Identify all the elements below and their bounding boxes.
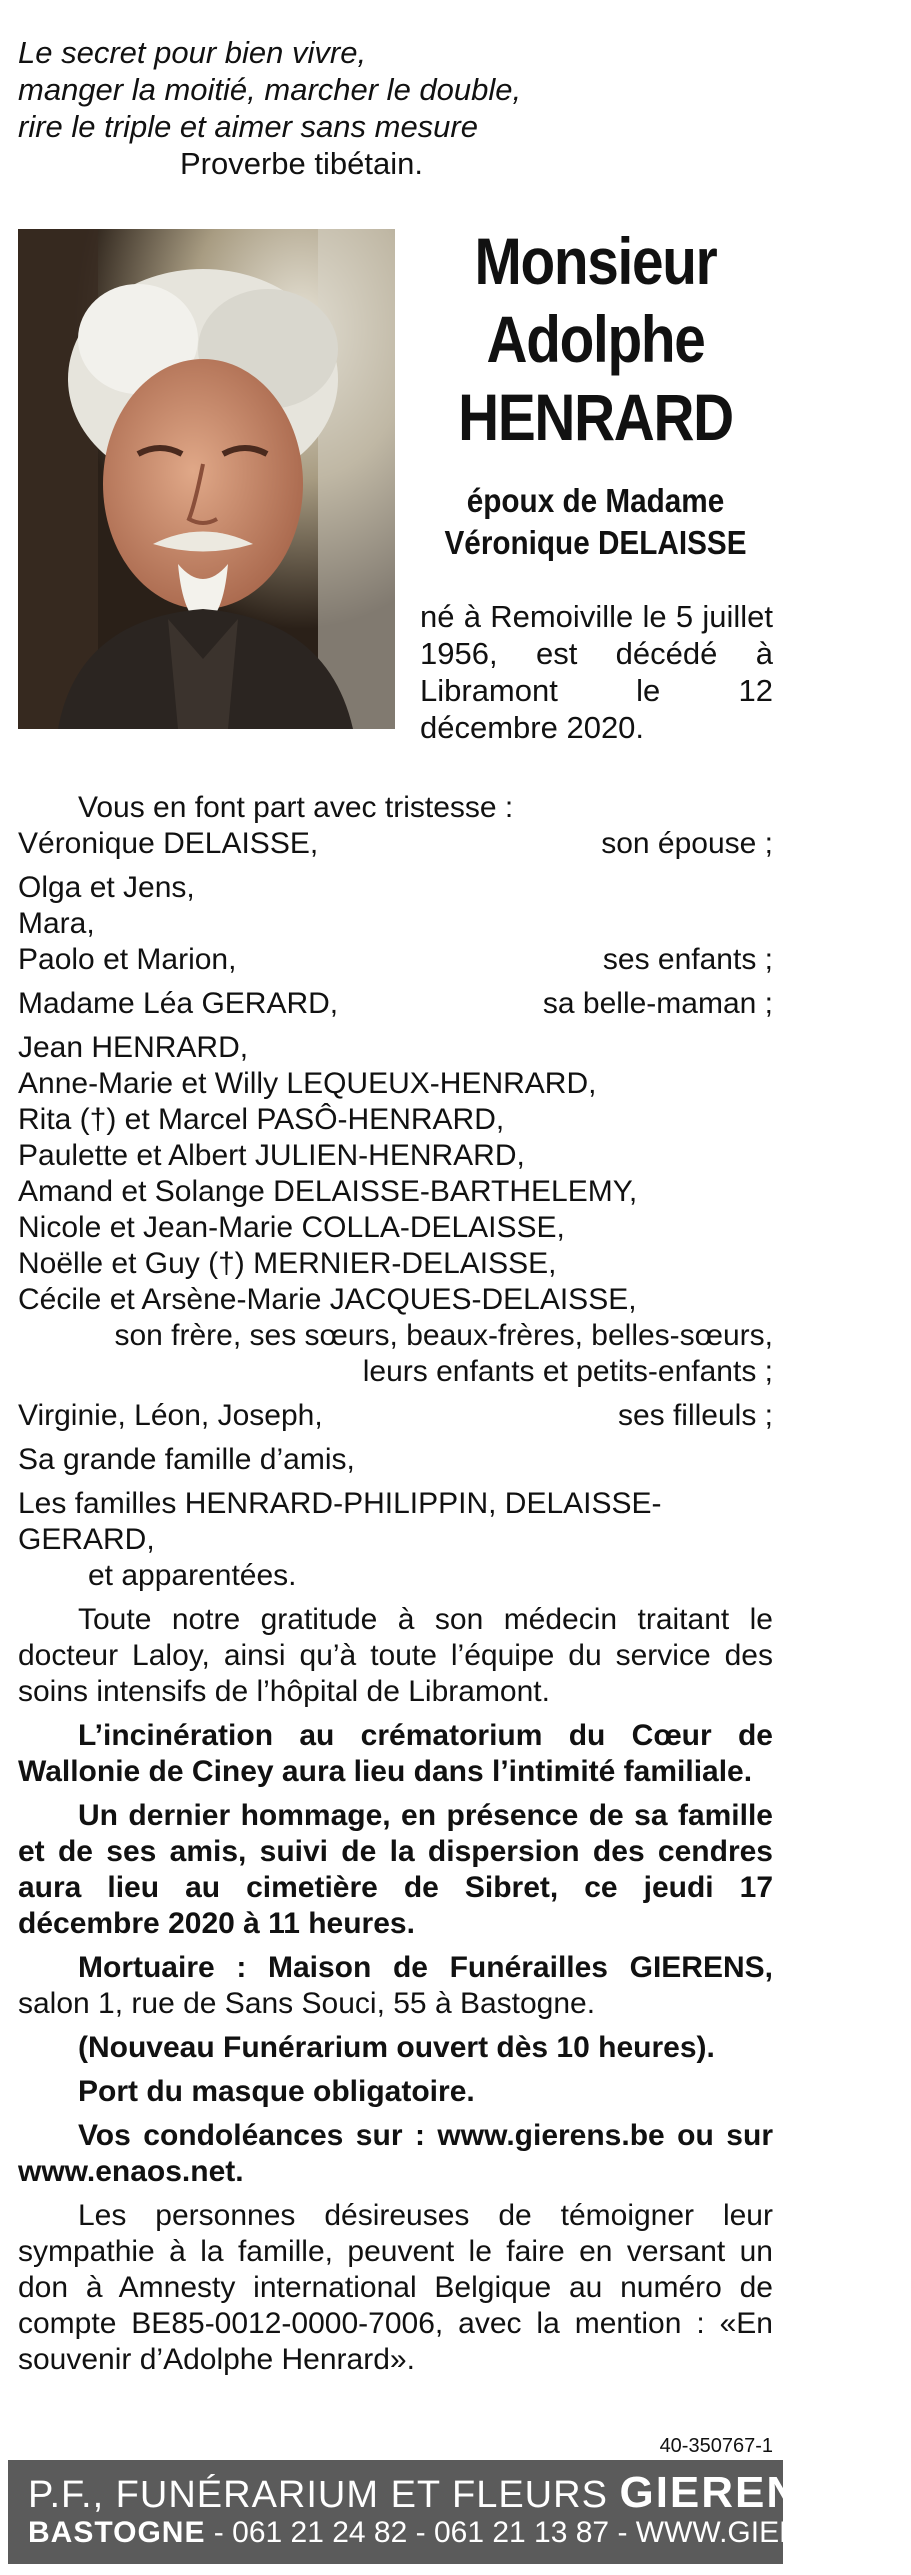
tribute-paragraph: Un dernier hommage, en présence de sa famille et de ses amis, suivi de la dispersion des cendres aura lieu au cimetière de Sibret, ce jeudi 17 décembre 2020 à 11 heures. bbox=[18, 1799, 773, 1940]
portrait-image bbox=[18, 229, 395, 729]
banner-line-1 bbox=[28, 2468, 832, 2518]
spouse-line: Véronique DELAISSE bbox=[444, 524, 747, 561]
family-role: son épouse ; bbox=[601, 827, 773, 860]
announce-line: Vous en font part avec tristesse : bbox=[78, 791, 514, 824]
family-role: son frère, ses sœurs, beaux-frères, belles-sœurs, bbox=[114, 1319, 773, 1352]
quote-line: manger la moitié, marcher le double, bbox=[18, 72, 522, 107]
condolences-note: Vos condoléances sur : www.gierens.be ou sur www.enaos.net. bbox=[18, 2119, 773, 2188]
spouse-line: époux de Madame bbox=[466, 482, 725, 519]
funerarium-note: (Nouveau Funérarium ouvert dès 10 heures). bbox=[78, 2031, 715, 2064]
family-name: Paolo et Marion, bbox=[18, 943, 237, 976]
title-line: Monsieur bbox=[474, 224, 717, 298]
family-role: ses enfants ; bbox=[602, 943, 773, 976]
banner-city: BASTOGNE bbox=[28, 2516, 206, 2549]
sibling-name: Jean HENRARD, bbox=[18, 1031, 249, 1064]
family-name: Mara, bbox=[18, 907, 95, 940]
sibling-name: Amand et Solange DELAISSE-BARTHELEMY, bbox=[18, 1175, 638, 1208]
cremation-paragraph: L’incinération au crématorium du Cœur de Wallonie de Ciney aura lieu dans l’intimité familiale. bbox=[18, 1719, 773, 1788]
mask-note: Port du masque obligatoire. bbox=[78, 2075, 475, 2108]
sibling-name: Paulette et Albert JULIEN-HENRARD, bbox=[18, 1139, 525, 1172]
deceased-name bbox=[443, 222, 748, 456]
mortuary-address: salon 1, rue de Sans Souci, 55 à Bastogne. bbox=[18, 1987, 596, 2020]
friends-line: Sa grande famille d’amis, bbox=[18, 1443, 355, 1476]
family-row bbox=[18, 826, 773, 862]
gratitude-paragraph: Toute notre gratitude à son médecin traitant le docteur Laloy, ainsi qu’à toute l’équipe du service des soins intensifs de l’hôpital de Libramont. bbox=[18, 1603, 773, 1708]
sibling-name: Anne-Marie et Willy LEQUEUX-HENRARD, bbox=[18, 1067, 597, 1100]
sibling-name: Cécile et Arsène-Marie JACQUES-DELAISSE, bbox=[18, 1283, 637, 1316]
announcement-body bbox=[18, 790, 773, 2378]
family-row bbox=[18, 986, 773, 1022]
epigraph-quote bbox=[18, 34, 638, 182]
mortuary-label: Mortuaire : Maison de Funérailles GIERENS, bbox=[78, 1951, 773, 1984]
families-line: Les familles HENRARD-PHILIPPIN, DELAISSE-GERARD, bbox=[18, 1487, 662, 1556]
banner-contacts: - 061 21 24 82 - 061 21 13 87 - WWW.GIERENS.BE bbox=[205, 2516, 911, 2549]
sibling-name: Nicole et Jean-Marie COLLA-DELAISSE, bbox=[18, 1211, 565, 1244]
title-line: Adolphe bbox=[486, 302, 705, 376]
families-line: et apparentées. bbox=[88, 1559, 297, 1592]
spouse-info bbox=[436, 480, 756, 564]
sibling-name: Rita (†) et Marcel PASÔ-HENRARD, bbox=[18, 1103, 505, 1136]
sibling-name: Noëlle et Guy (†) MERNIER-DELAISSE, bbox=[18, 1247, 557, 1280]
title-line: HENRARD bbox=[458, 380, 733, 454]
banner-brand: GIERENS bbox=[619, 2468, 832, 2517]
portrait-photo bbox=[18, 229, 395, 729]
birth-death-info: né à Remoiville le 5 juillet 1956, est décédé à Libramont le 12 décembre 2020. bbox=[420, 599, 773, 745]
donation-paragraph: Les personnes désireuses de témoigner leur sympathie à la famille, peuvent le faire en versant un don à Amnesty international Belgique au numéro de compte BE85-0012-0000-7006, avec la mention : «En souvenir d’Adolphe Henrard». bbox=[18, 2199, 773, 2376]
funeral-home-banner bbox=[8, 2460, 911, 2564]
family-name: Olga et Jens, bbox=[18, 871, 195, 904]
family-role: ses filleuls ; bbox=[617, 1399, 773, 1432]
family-name: Madame Léa GERARD, bbox=[18, 987, 339, 1020]
family-role: leurs enfants et petits-enfants ; bbox=[362, 1355, 773, 1388]
family-role: sa belle-maman ; bbox=[542, 987, 773, 1020]
quote-line: rire le triple et aimer sans mesure bbox=[18, 109, 478, 144]
mortuary-paragraph bbox=[18, 1950, 773, 2022]
family-row bbox=[18, 1398, 773, 1434]
quote-line: Le secret pour bien vivre, bbox=[18, 35, 367, 70]
family-name: Véronique DELAISSE, bbox=[18, 827, 319, 860]
family-row bbox=[18, 942, 773, 978]
reference-number: 40-350767-1 bbox=[659, 2435, 773, 2457]
quote-author: Proverbe tibétain. bbox=[180, 146, 423, 181]
banner-line-2 bbox=[28, 2516, 911, 2550]
family-name: Virginie, Léon, Joseph, bbox=[18, 1399, 323, 1432]
banner-text: P.F., FUNÉRARIUM ET FLEURS bbox=[28, 2474, 620, 2516]
